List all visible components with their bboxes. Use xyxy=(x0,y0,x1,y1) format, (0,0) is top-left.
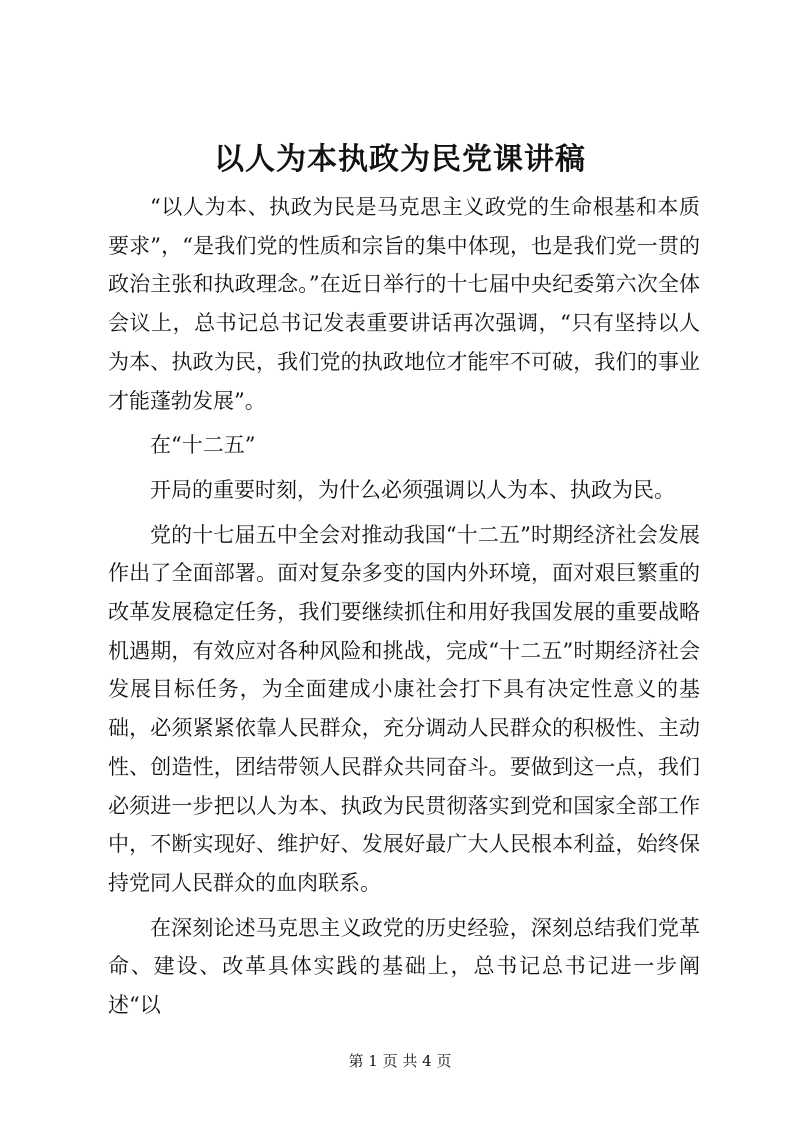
paragraph-5: 在深刻论述马克思主义政党的历史经验，深刻总结我们党革命、建设、改革具体实践的基础上，总书记总书记进一步阐述“以 xyxy=(108,915,700,1018)
document-title: 以人为本执政为民党课讲稿 xyxy=(214,142,586,177)
document-body xyxy=(108,188,700,1031)
paragraph-2: 在“十二五” xyxy=(150,433,256,458)
page-number-footer: 第 1 页 共 4 页 xyxy=(348,1052,452,1070)
paragraph-3: 开局的重要时刻，为什么必须强调以人为本、执政为民。 xyxy=(150,477,675,502)
paragraph-1: “以人为本、执政为民是马克思主义政党的生命根基和本质要求”，“是我们党的性质和宗旨的集中体现，也是我们党一贯的政治主张和执政理念。”在近日举行的十七届中央纪委第六次全体会议上，总书记总书记发表重要讲话再次强调，“只有坚持以人为本、执政为民，我们党的执政地位才能牢不可破，我们的事业才能蓬勃发展”。 xyxy=(108,195,700,413)
paragraph-4: 党的十七届五中全会对推动我国“十二五”时期经济社会发展作出了全面部署。面对复杂多变的国内外环境，面对艰巨繁重的改革发展稳定任务，我们要继续抓住和用好我国发展的重要战略机遇期，有效应对各种风险和挑战，完成“十二五”时期经济社会发展目标任务，为全面建成小康社会打下具有决定性意义的基础，必须紧紧依靠人民群众，充分调动人民群众的积极性、主动性、创造性，团结带领人民群众共同奋斗。要做到这一点，我们必须进一步把以人为本、执政为民贯彻落实到党和国家全部工作中，不断实现好、维护好、发展好最广大人民根本利益，始终保持党同人民群众的血肉联系。 xyxy=(108,522,700,895)
